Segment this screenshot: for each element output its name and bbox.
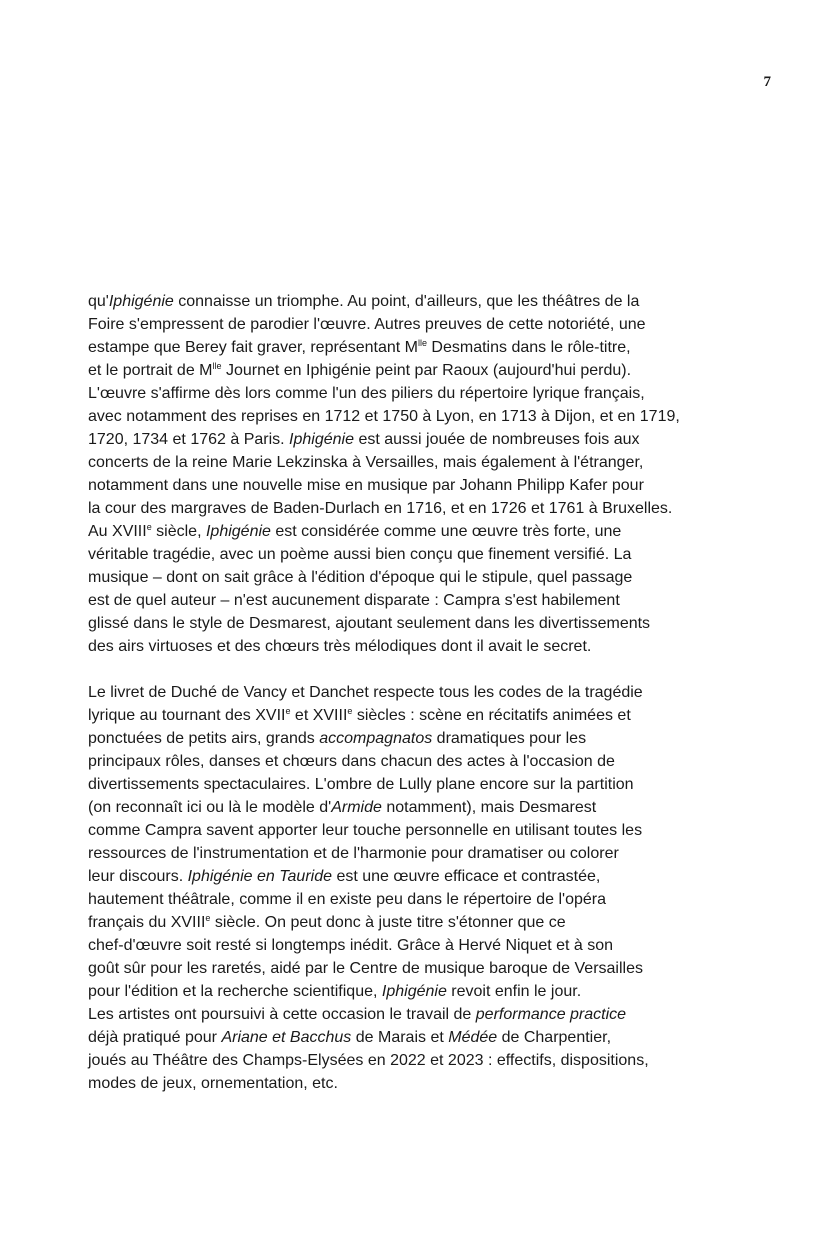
superscript: e [347, 706, 353, 716]
italic-title: performance practice [475, 1006, 627, 1023]
italic-title: Armide [331, 799, 382, 816]
text-run: des airs virtuoses et des chœurs très mélodiques dont il avait le secret. [88, 638, 592, 655]
text-run: notamment), mais Desmarest [381, 799, 597, 816]
text-line [88, 842, 748, 865]
text-run: déjà pratiqué pour [88, 1029, 222, 1046]
text-run: Les artistes ont poursuivi à cette occasion le travail de [88, 1006, 476, 1023]
text-line [88, 704, 748, 727]
text-line [88, 773, 748, 796]
text-run: Foire s'empressent de parodier l'œuvre. Autres preuves de cette notoriété, une [88, 316, 646, 333]
text-run: dramatiques pour les [432, 730, 587, 747]
superscript: lle [417, 338, 427, 348]
text-run: L'œuvre s'affirme dès lors comme l'un des piliers du répertoire lyrique français, [88, 385, 645, 402]
text-run: chef-d'œuvre soit resté si longtemps inédit. Grâce à Hervé Niquet et à son [88, 937, 614, 954]
text-run: revoit enfin le jour. [446, 983, 582, 1000]
text-line [88, 405, 748, 428]
superscript: e [205, 913, 211, 923]
text-line [88, 1026, 748, 1049]
text-line [88, 1072, 748, 1095]
text-run: Le livret de Duché de Vancy et Danchet respecte tous les codes de la tragédie [88, 684, 643, 701]
text-run: Au XVIII [88, 523, 147, 540]
text-run: connaisse un triomphe. Au point, d'ailleurs, que les théâtres de la [173, 293, 640, 310]
text-line [88, 566, 748, 589]
text-line [88, 612, 748, 635]
text-run: notamment dans une nouvelle mise en musique par Johann Philipp Kafer pour [88, 477, 644, 494]
text-run: de Marais et [351, 1029, 449, 1046]
text-line [88, 451, 748, 474]
text-run: joués au Théâtre des Champs-Elysées en 2022 et 2023 : effectifs, dispositions, [88, 1052, 649, 1069]
text-run: principaux rôles, danses et chœurs dans chacun des actes à l'occasion de [88, 753, 615, 770]
text-line [88, 313, 748, 336]
text-run: 1720, 1734 et 1762 à Paris. [88, 431, 290, 448]
italic-title: Iphigénie [108, 293, 174, 310]
text-run: ponctuées de petits airs, grands [88, 730, 320, 747]
text-run: ressources de l'instrumentation et de l'harmonie pour dramatiser ou colorer [88, 845, 619, 862]
text-run: et XVIII [290, 707, 348, 724]
text-run: comme Campra savent apporter leur touche personnelle en utilisant toutes les [88, 822, 643, 839]
italic-title: Iphigénie [381, 983, 447, 1000]
text-run: estampe que Berey fait graver, représentant M [88, 339, 418, 356]
text-line [88, 382, 748, 405]
text-line [88, 865, 748, 888]
text-line [88, 934, 748, 957]
superscript: e [146, 522, 152, 532]
text-run: divertissements spectaculaires. L'ombre de Lully plane encore sur la partition [88, 776, 634, 793]
text-run: siècle. On peut donc à juste titre s'étonner que ce [210, 914, 566, 931]
text-run: leur discours. [88, 868, 188, 885]
italic-title: accompagnatos [319, 730, 433, 747]
text-line [88, 750, 748, 773]
text-run: est considérée comme une œuvre très forte, une [270, 523, 622, 540]
text-line [88, 589, 748, 612]
italic-title: Iphigénie en Tauride [187, 868, 333, 885]
text-run: modes de jeux, ornementation, etc. [88, 1075, 338, 1092]
text-run: concerts de la reine Marie Lekzinska à Versailles, mais également à l'étranger, [88, 454, 644, 471]
text-line [88, 796, 748, 819]
text-line [88, 1003, 748, 1026]
italic-title: Iphigénie [205, 523, 271, 540]
text-line [88, 819, 748, 842]
text-line [88, 290, 748, 313]
text-run: goût sûr pour les raretés, aidé par le Centre de musique baroque de Versailles [88, 960, 643, 977]
text-run: avec notamment des reprises en 1712 et 1750 à Lyon, en 1713 à Dijon, et en 1719, [88, 408, 680, 425]
text-run: de Charpentier, [497, 1029, 612, 1046]
text-run: qu' [88, 293, 109, 310]
text-run: (on reconnaît ici ou là le modèle d' [88, 799, 332, 816]
superscript: lle [212, 361, 222, 371]
text-run: Journet en Iphigénie peint par Raoux (aujourd'hui perdu). [221, 362, 632, 379]
text-run: siècles : scène en récitatifs animées et [352, 707, 631, 724]
text-line [88, 635, 748, 658]
text-run: et le portrait de M [88, 362, 213, 379]
text-run: pour l'édition et la recherche scientifique, [88, 983, 382, 1000]
italic-title: Médée [448, 1029, 498, 1046]
text-run: français du XVIII [88, 914, 206, 931]
text-line [88, 359, 748, 382]
text-run: la cour des margraves de Baden-Durlach en 1716, et en 1726 et 1761 à Bruxelles. [88, 500, 673, 517]
text-run: véritable tragédie, avec un poème aussi bien conçu que finement versifié. La [88, 546, 632, 563]
paragraph-break [88, 658, 748, 681]
text-line [88, 911, 748, 934]
text-run: est une œuvre efficace et contrastée, [332, 868, 601, 885]
text-line [88, 681, 748, 704]
italic-title: Iphigénie [289, 431, 354, 448]
text-run: est de quel auteur – n'est aucunement disparate : Campra s'est habilement [88, 592, 620, 609]
superscript: e [285, 706, 291, 716]
text-line [88, 474, 748, 497]
body-text [88, 290, 748, 1095]
page-number: 7 [763, 74, 771, 90]
text-run: hautement théâtrale, comme il en existe peu dans le répertoire de l'opéra [88, 891, 607, 908]
text-line [88, 543, 748, 566]
text-run: siècle, [151, 523, 206, 540]
text-run: lyrique au tournant des XVII [88, 707, 286, 724]
text-line [88, 888, 748, 911]
text-line [88, 497, 748, 520]
text-line [88, 957, 748, 980]
text-line [88, 428, 748, 451]
text-line [88, 520, 748, 543]
text-run: Desmatins dans le rôle-titre, [426, 339, 631, 356]
text-line [88, 980, 748, 1003]
text-run: est aussi jouée de nombreuses fois aux [354, 431, 640, 448]
text-run: glissé dans le style de Desmarest, ajoutant seulement dans les divertissements [88, 615, 651, 632]
text-line [88, 727, 748, 750]
text-run: musique – dont on sait grâce à l'édition d'époque qui le stipule, quel passage [88, 569, 633, 586]
text-line [88, 336, 748, 359]
text-line [88, 1049, 748, 1072]
italic-title: Ariane et Bacchus [221, 1029, 352, 1046]
